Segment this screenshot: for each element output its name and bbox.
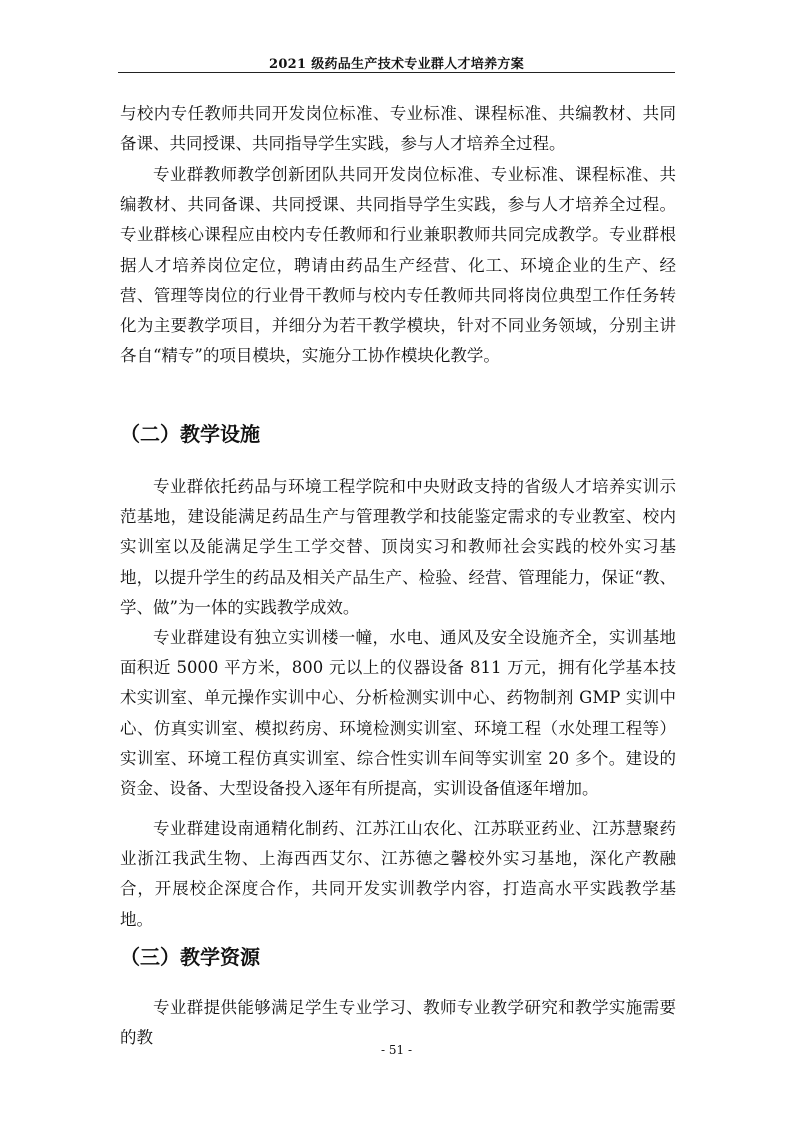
paragraph-continued: 与校内专任教师共同开发岗位标准、专业标准、课程标准、共编教材、共同备课、共同授课、共同指导学生实践，参与人才培养全过程。 [120,104,676,154]
section-heading-resources: （三）教学资源 [120,945,260,969]
running-header: 2021 级药品生产技术专业群人才培养方案 [268,57,524,72]
section-heading-facilities: （二）教学设施 [120,422,260,446]
paragraph-facilities-base: 专业群依托药品与环境工程学院和中央财政支持的省级人才培养实训示范基地，建设能满足药品生产与管理教学和技能鉴定需求的专业教室、校内实训室以及能满足学生工学交替、顶岗实习和教师社会实践的校外实习基地，以提升学生的药品及相关产品生产、检验、经营、管理能力，保证“教、学、做”为一体的实践教学成效。 [120,477,676,617]
paragraph-facilities-partners: 专业群建设南通精化制药、江苏江山农化、江苏联亚药业、江苏慧聚药业浙江我武生物、上海西西艾尔、江苏德之馨校外实习基地，深化产教融合，开展校企深度合作，共同开发实训教学内容，打造高水平实践教学基地。 [120,819,676,929]
page-number: - 51 - [380,1043,412,1057]
paragraph-facilities-building: 专业群建设有独立实训楼一幢，水电、通风及安全设施齐全，实训基地面积近 5000 平方米，800 元以上的仪器设备 811 万元，拥有化学基本技术实训室、单元操作实训中心、分析检测实训中心、药物制剂 GMP 实训中心、仿真实训室、模拟药房、环境检测实训室、环境工程（水处理工程等）实训室、环境工程仿真实训室、综合性实训车间等实训室 20 多个。建设的资金、设备、大型设备投入逐年有所提高，实训设备值逐年增加。 [120,628,676,799]
paragraph-teaching-team: 专业群教师教学创新团队共同开发岗位标准、专业标准、课程标准、共编教材、共同备课、共同授课、共同指导学生实践，参与人才培养全过程。专业群核心课程应由校内专任教师和行业兼职教师共同完成教学。专业群根据人才培养岗位定位，聘请由药品生产经营、化工、环境企业的生产、经营、管理等岗位的行业骨干教师与校内专任教师共同将岗位典型工作任务转化为主要教学项目，并细分为若干教学模块，针对不同业务领域，分别主讲各自“精专”的项目模块，实施分工协作模块化教学。 [120,165,676,366]
paragraph-resources: 专业群提供能够满足学生专业学习、教师专业教学研究和教学实施需要的教 [120,998,676,1048]
header-divider [118,72,675,73]
